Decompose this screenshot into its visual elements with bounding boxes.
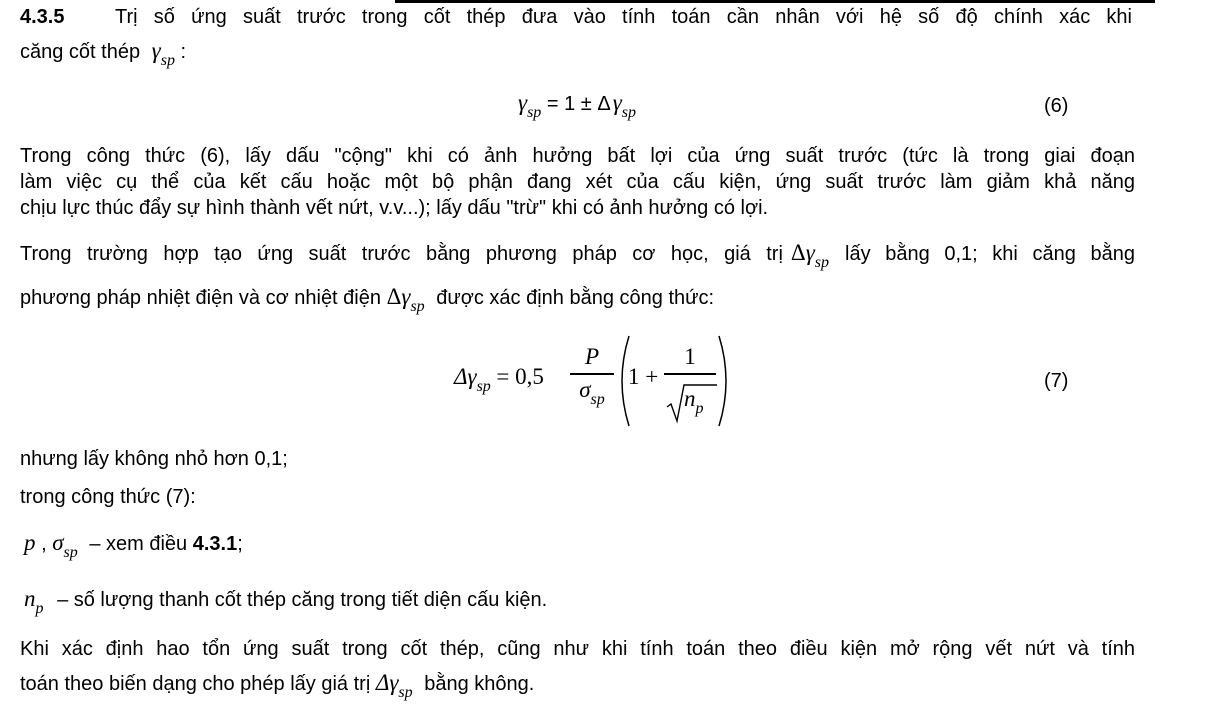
sp-subscript: sp [590, 390, 605, 408]
intro-line-2 [20, 38, 187, 69]
formula-7-lhs [454, 364, 544, 395]
delta-symbol: Δ [386, 284, 402, 309]
paragraph-3-line-1: Khi xác định hao tổn ứng suất trong cốt thép, cũng như khi tính toán theo điều kiện mở rộng vết nứt và tính [20, 638, 1135, 660]
delta-gamma-sp [375, 670, 413, 701]
gamma-symbol: γ [612, 90, 622, 115]
p-symbol: p [24, 530, 36, 555]
paragraph-2-text-a: Trong trường hợp tạo ứng suất trước bằng phương pháp cơ học, giá trị [20, 243, 783, 265]
formula-7-intro: trong công thức (7): [20, 486, 196, 508]
sigma-symbol: σ [579, 376, 591, 402]
n-symbol: n [24, 586, 36, 611]
numerator-P: P [584, 344, 600, 369]
paragraph-2-line-1 [20, 240, 1135, 271]
sp-subscript: sp [398, 684, 413, 701]
sp-subscript: sp [160, 52, 175, 69]
top-rule [395, 0, 1155, 3]
clause-reference: 4.3.1 [192, 533, 238, 555]
formula-7-const: = 0,5 [496, 364, 544, 389]
p-subscript: p [695, 400, 704, 417]
definition-1-text: – xem điều [89, 533, 188, 555]
comma: , [41, 533, 47, 555]
formula-6-rhs: = 1 ± Δ [546, 93, 611, 115]
sp-subscript: sp [63, 544, 78, 561]
definition-p-sigma [24, 530, 243, 561]
gamma-symbol: γ [389, 670, 399, 695]
paragraph-2-text-b: lấy bằng 0,1; khi căng bằng [845, 243, 1135, 265]
gamma-symbol: γ [518, 90, 528, 115]
section-heading [20, 6, 1135, 29]
sp-subscript: sp [621, 104, 636, 121]
paragraph-1-line-1: Trong công thức (6), lấy dấu "cộng" khi có ảnh hưởng bất lợi của ứng suất trước (tức là trong giai đoạn [20, 145, 1135, 167]
gamma-symbol: γ [805, 240, 815, 265]
sigma-symbol: σ [52, 530, 64, 555]
paragraph-3-text-b: bằng không. [424, 673, 535, 695]
min-value-note: nhưng lấy không nhỏ hơn 0,1; [20, 448, 288, 470]
fraction-one-sqrt [664, 344, 716, 379]
fraction-p-sigma [570, 344, 614, 408]
definition-np [24, 586, 548, 617]
paragraph-1-line-3: chịu lực thúc đẩy sự hình thành vết nứt, v.v...); lấy dấu "trừ" khi có ảnh hưởng có lợi. [20, 197, 769, 219]
paragraph-2-text-d: được xác định bằng công thức: [436, 287, 715, 309]
delta-symbol: Δ [790, 240, 806, 265]
sp-subscript: sp [527, 104, 542, 121]
numerator-one: 1 [684, 344, 696, 369]
delta-gamma-sp [790, 240, 829, 271]
delta-gamma-sp [386, 284, 425, 315]
paragraph-2-line-2 [20, 284, 715, 315]
fraction-bar [570, 373, 614, 375]
paragraph-3-line-2 [20, 670, 535, 701]
intro-text-2: căng cốt thép [20, 41, 141, 63]
sqrt-content [684, 386, 704, 417]
paragraph-2-text-c: phương pháp nhiệt điện và cơ nhiệt điện [20, 287, 381, 309]
gamma-symbol: γ [401, 284, 411, 309]
sp-subscript: sp [410, 298, 425, 315]
gamma-symbol: γ [151, 38, 161, 63]
denominator-sigma-sp [570, 376, 614, 408]
one-plus [628, 364, 658, 390]
right-paren [716, 334, 736, 428]
delta-symbol: Δ [454, 364, 468, 389]
p-subscript: p [35, 600, 44, 617]
one-plus-text: 1 + [628, 364, 659, 389]
gamma-symbol: γ [467, 364, 477, 389]
colon: : [180, 41, 187, 63]
equation-number-6: (6) [1044, 95, 1069, 117]
semicolon: ; [237, 533, 243, 555]
formula-6 [518, 90, 636, 121]
delta-symbol: Δ [375, 670, 390, 695]
equation-number-7: (7) [1044, 370, 1069, 392]
n-symbol: n [684, 386, 696, 411]
sp-subscript: sp [814, 254, 829, 271]
intro-line-1: Trị số ứng suất trước trong cốt thép đưa vào tính toán cần nhân với hệ số độ chính xác khi [115, 6, 1132, 28]
fraction-bar [664, 373, 716, 375]
paragraph-3-text-a: toán theo biến dạng cho phép lấy giá trị [20, 673, 371, 695]
section-number: 4.3.5 [20, 6, 65, 28]
paragraph-1-line-2: làm việc cụ thể của kết cấu hoặc một bộ phận đang xét của cấu kiện, ứng suất trước làm giảm khả năng [20, 171, 1135, 193]
definition-2-text: – số lượng thanh cốt thép căng trong tiết diện cấu kiện. [57, 589, 548, 611]
sp-subscript: sp [476, 378, 491, 395]
